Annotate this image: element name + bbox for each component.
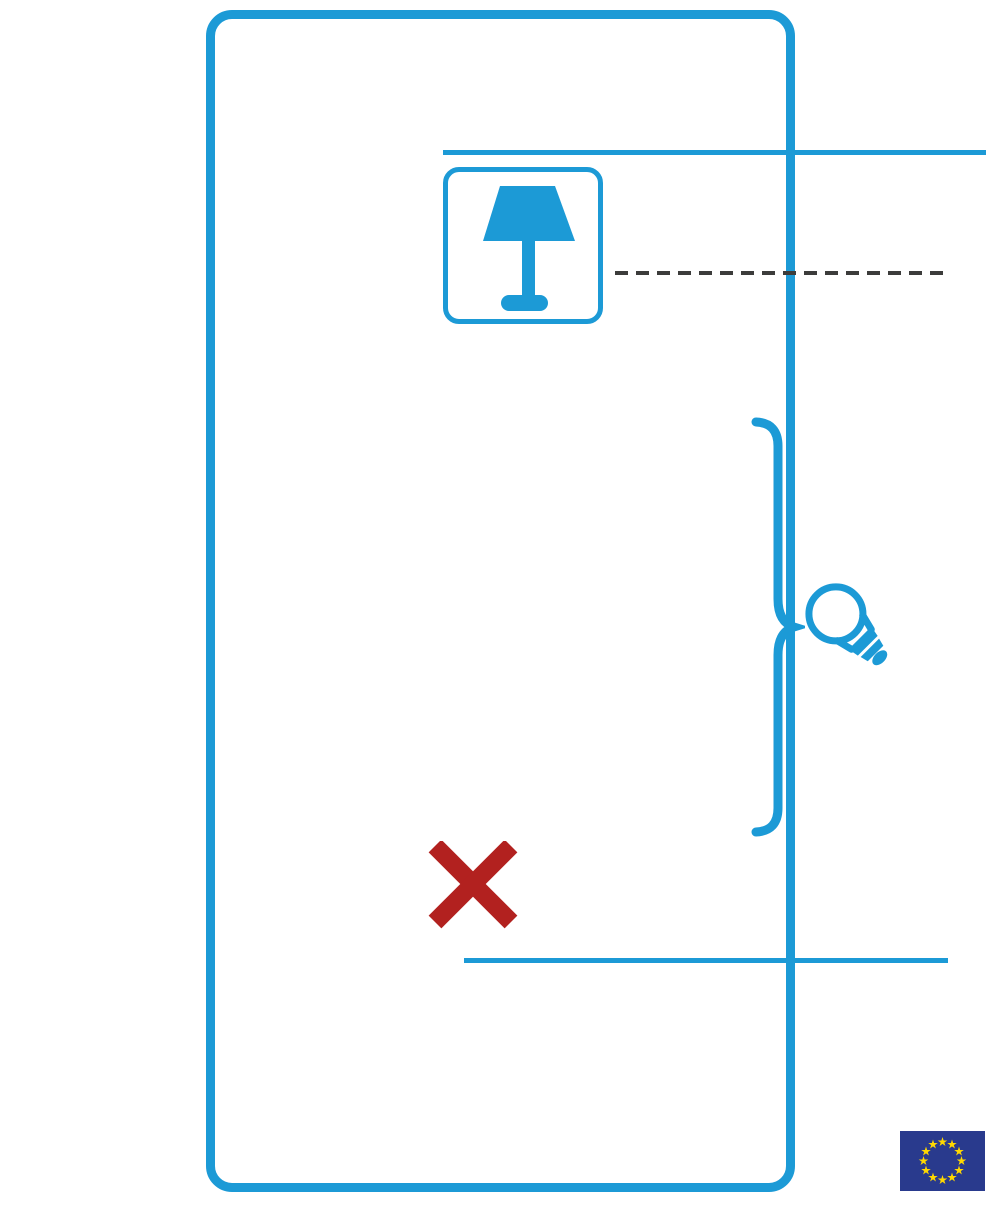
top-divider — [443, 150, 986, 155]
light-bulb-icon — [790, 567, 915, 682]
table-lamp-glyph — [448, 172, 598, 319]
dashed-divider — [615, 271, 948, 275]
table-lamp-icon — [443, 167, 603, 324]
cross-out-x-icon — [427, 841, 519, 929]
bottom-divider — [464, 958, 948, 963]
eu-flag-icon — [900, 1131, 985, 1191]
luminaire-energy-label — [206, 10, 795, 1192]
